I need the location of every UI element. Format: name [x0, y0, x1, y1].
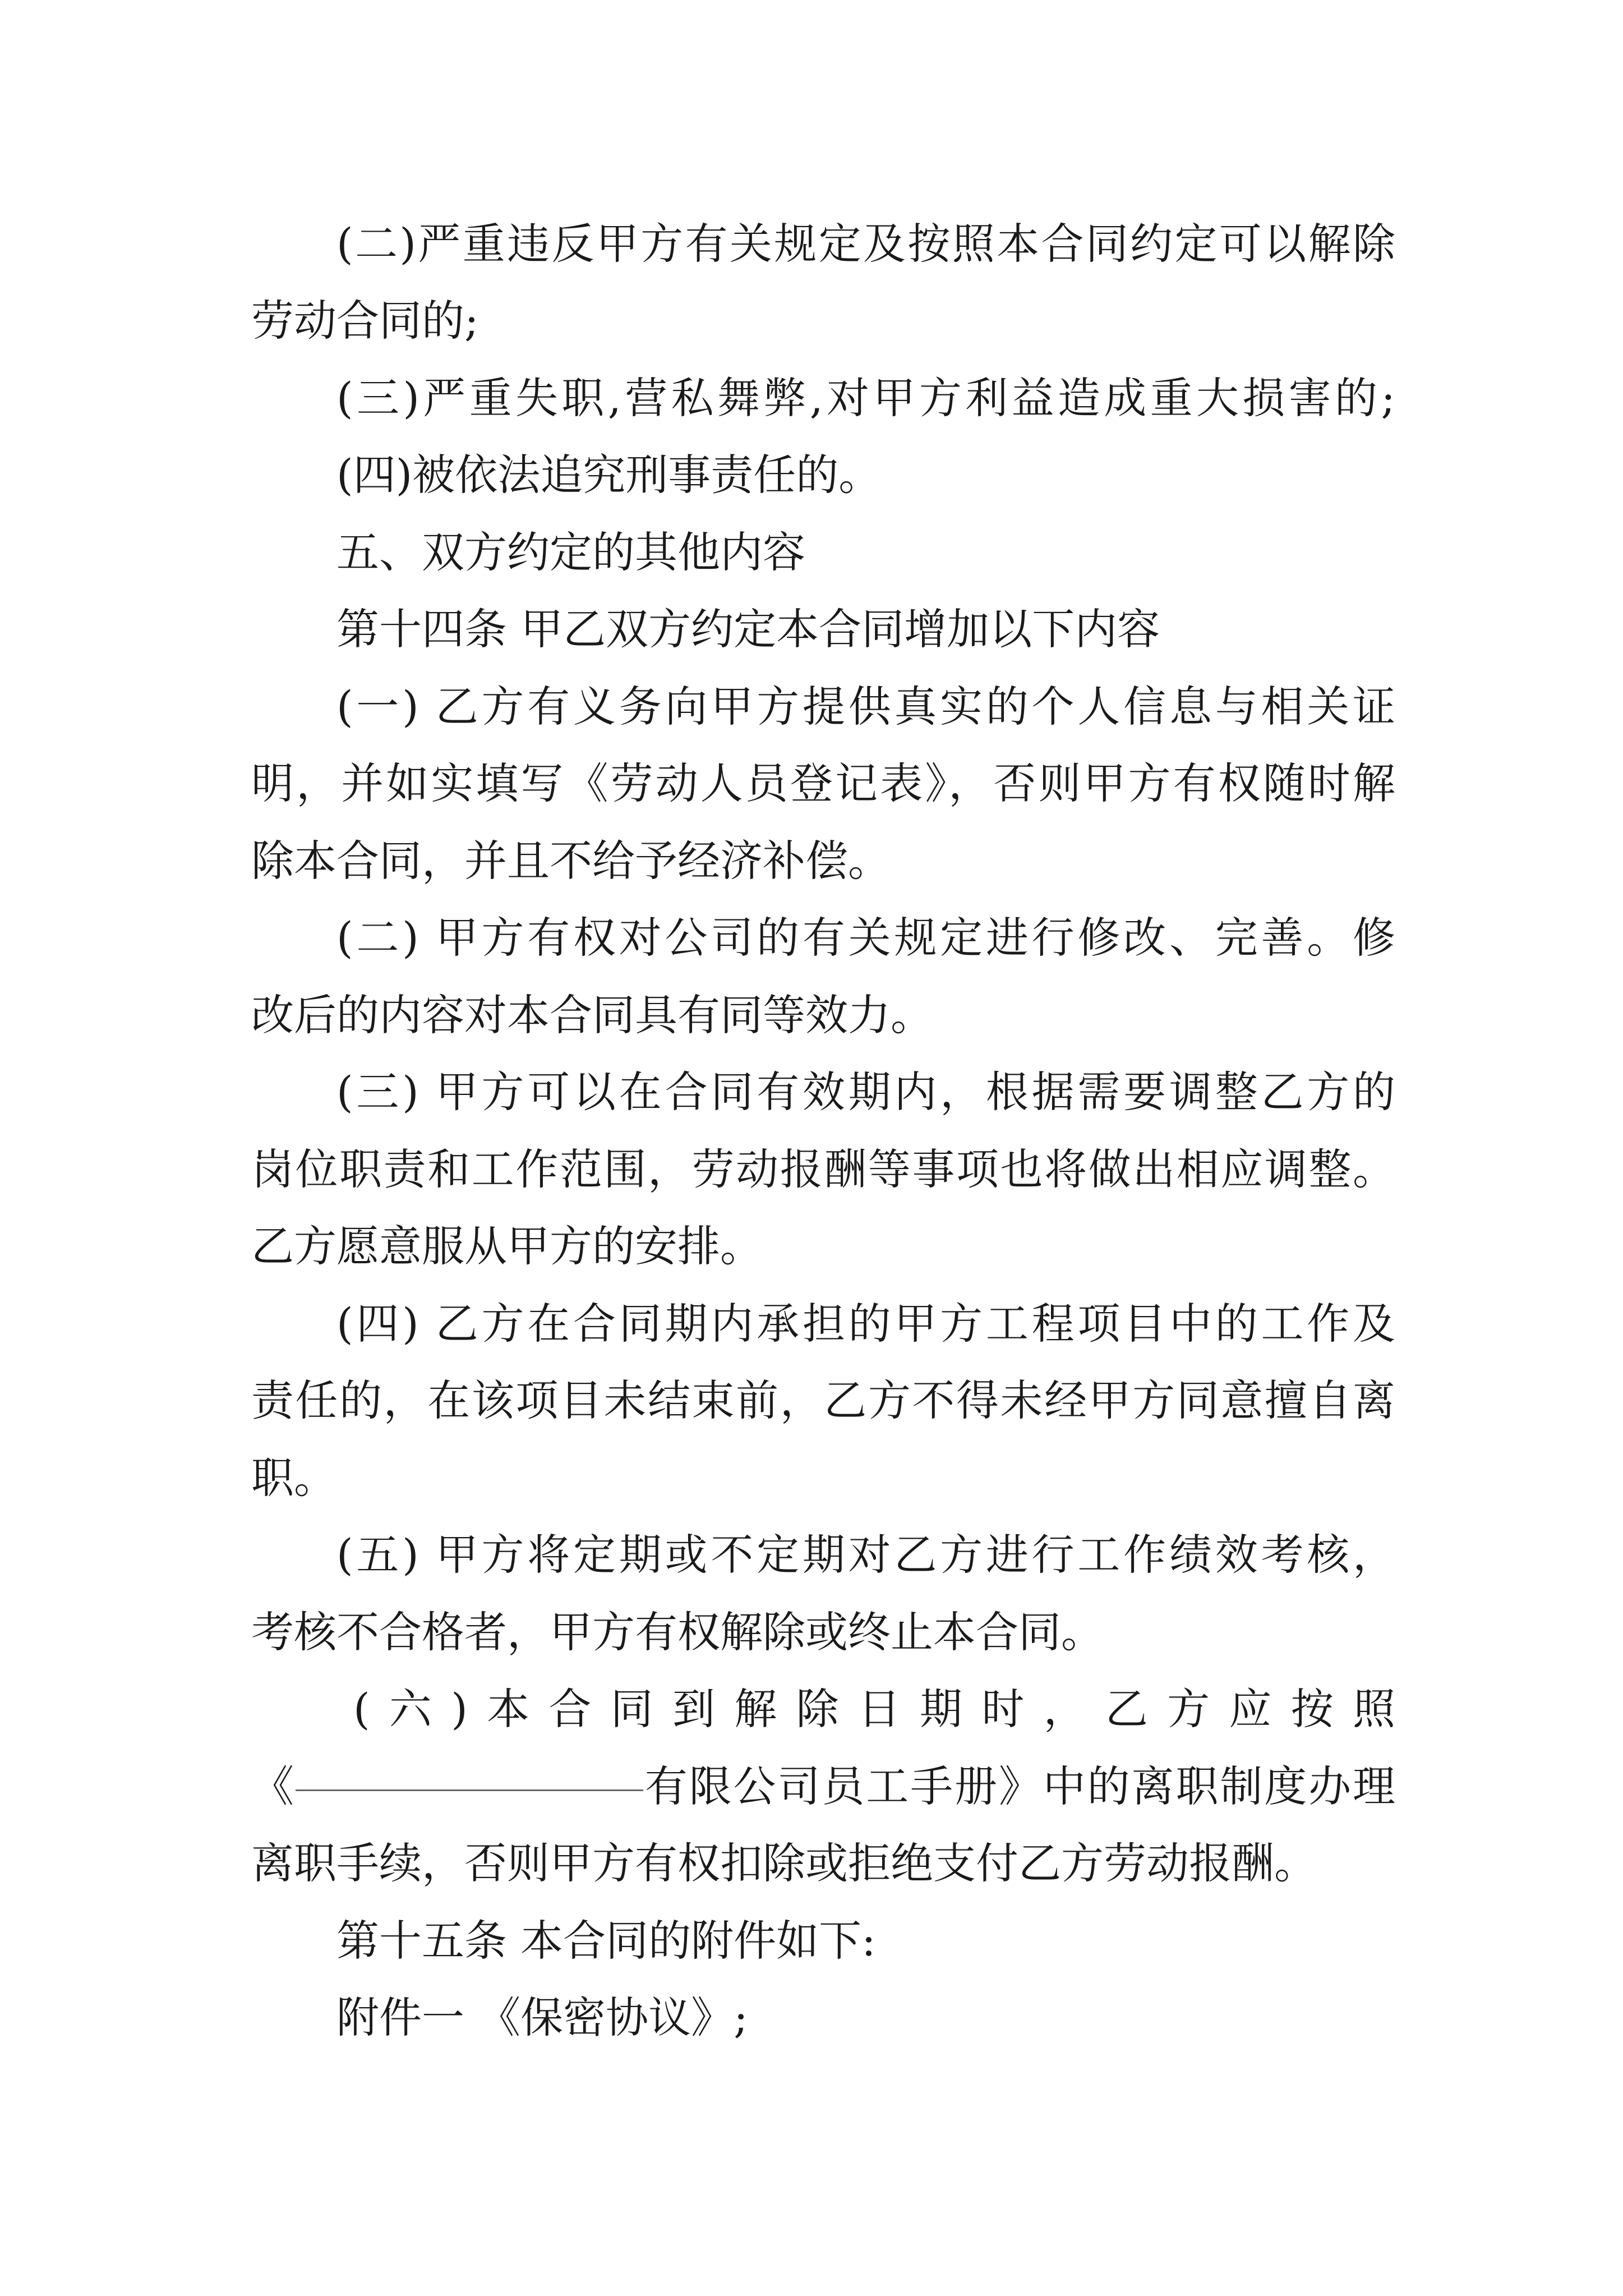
paragraph-line: 明，并如实填写《劳动人员登记表》，否则甲方有权随时解	[251, 758, 1395, 808]
paragraph-line: 责任的，在该项目未结束前，乙方不得未经甲方同意擅自离	[251, 1375, 1395, 1425]
open-bracket: 《	[251, 1761, 296, 1811]
paragraph-line: 考核不合格者，甲方有权解除或终止本合同。	[251, 1607, 1104, 1657]
paragraph-line: 岗位职责和工作范围，劳动报酬等事项也将做出相应调整。	[251, 1144, 1395, 1194]
paragraph-line: (四)被依法追究刑事责任的。	[336, 450, 882, 500]
paragraph-line: 劳动合同的;	[251, 296, 479, 346]
article-heading: 第十五条 本合同的附件如下:	[336, 1916, 876, 1966]
article-heading: 第十四条 甲乙双方约定本合同增加以下内容	[336, 604, 1160, 654]
section-heading: 五、双方约定的其他内容	[336, 527, 805, 577]
paragraph-line: (三)严重失职,营私舞弊,对甲方利益造成重大损害的;	[336, 373, 1395, 423]
paragraph-line: (四) 乙方在合同期内承担的甲方工程项目中的工作及	[336, 1299, 1395, 1349]
fill-in-blank	[296, 1789, 643, 1791]
paragraph-line: (二) 甲方有权对公司的有关规定进行修改、完善。修	[336, 913, 1395, 963]
blank-suffix-text: 有限公司员工手册》中的离职制度办理	[643, 1761, 1395, 1811]
paragraph-line: 离职手续，否则甲方有权扣除或拒绝支付乙方劳动报酬。	[251, 1838, 1317, 1888]
paragraph-line: (二)严重违反甲方有关规定及按照本合同约定可以解除	[336, 219, 1395, 269]
paragraph-line: (六)本合同到解除日期时，乙方应按照	[353, 1684, 1395, 1734]
paragraph-line: (一) 乙方有义务向甲方提供真实的个人信息与相关证	[336, 682, 1395, 731]
attachment-line: 附件一 《保密协议》;	[336, 1993, 748, 2042]
paragraph-line: (五) 甲方将定期或不定期对乙方进行工作绩效考核，	[336, 1530, 1395, 1580]
paragraph-line: 乙方愿意服从甲方的安排。	[251, 1221, 763, 1271]
paragraph-line: 除本合同，并且不给予经济补偿。	[251, 836, 891, 886]
paragraph-line: 职。	[251, 1453, 336, 1503]
paragraph-line: 改后的内容对本合同具有同等效力。	[251, 990, 933, 1040]
paragraph-line-with-blank	[251, 1747, 1395, 1826]
paragraph-line: (三) 甲方可以在合同有效期内，根据需要调整乙方的	[336, 1067, 1395, 1117]
